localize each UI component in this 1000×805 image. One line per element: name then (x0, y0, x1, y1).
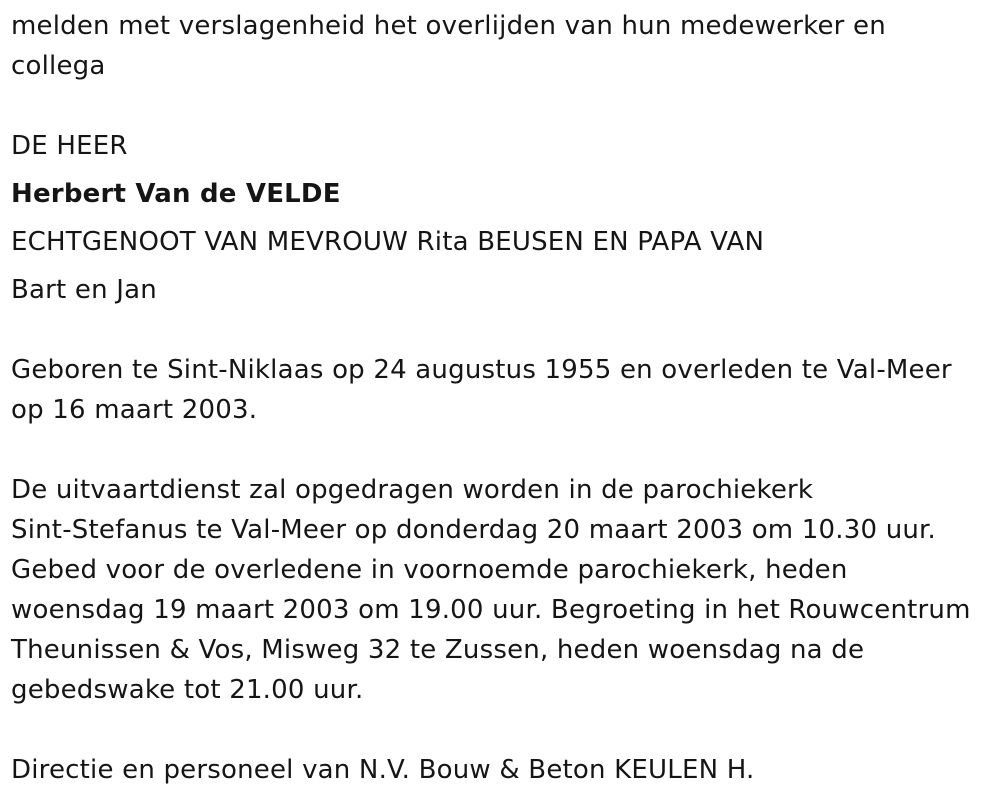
relation-line: ECHTGENOOT VAN MEVROUW Rita BEUSEN EN PAPA VAN (11, 227, 765, 257)
birth-death-line-2: op 16 maart 2003. (11, 395, 258, 425)
funeral-line-6: gebedswake tot 21.00 uur. (11, 675, 364, 705)
birth-death-line-1: Geboren te Sint-Niklaas op 24 augustus 1955 en overleden te Val-Meer (11, 355, 952, 385)
funeral-line-2: Sint-Stefanus te Val-Meer op donderdag 20 maart 2003 om 10.30 uur. (11, 515, 937, 545)
honorific: DE HEER (11, 131, 128, 161)
funeral-line-4: woensdag 19 maart 2003 om 19.00 uur. Begroeting in het Rouwcentrum (11, 595, 971, 625)
signature-line: Directie en personeel van N.V. Bouw & Beton KEULEN H. (11, 755, 755, 785)
children-line: Bart en Jan (11, 275, 157, 305)
funeral-line-1: De uitvaartdienst zal opgedragen worden in de parochiekerk (11, 475, 814, 505)
funeral-line-3: Gebed voor de overledene in voornoemde parochiekerk, heden (11, 555, 848, 585)
funeral-line-5: Theunissen & Vos, Misweg 32 te Zussen, heden woensdag na de (11, 635, 865, 665)
intro-line-1: melden met verslagenheid het overlijden van hun medewerker en (11, 11, 886, 41)
deceased-name: Herbert Van de VELDE (11, 179, 341, 209)
intro-line-2: collega (11, 51, 106, 81)
